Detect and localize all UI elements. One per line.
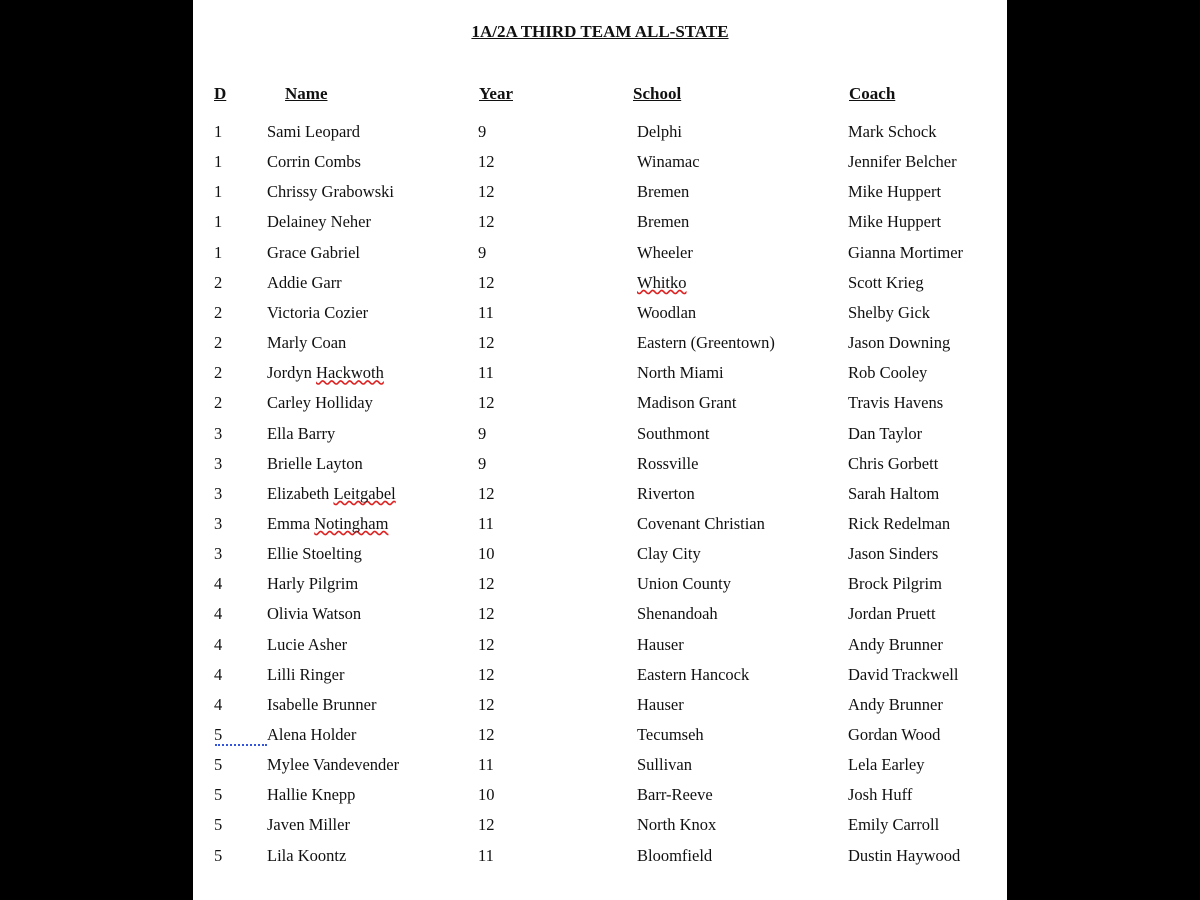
cell-year: 12 <box>478 333 495 353</box>
cell-school: Barr-Reeve <box>637 785 713 805</box>
cell-school: Woodlan <box>637 302 697 322</box>
cell-name: Lucie Asher <box>267 634 348 654</box>
cell-coach: David Trackwell <box>848 664 959 684</box>
cell-name: Grace Gabriel <box>267 242 360 262</box>
cell-coach: Jason Downing <box>848 333 951 353</box>
cell-d: 1 <box>214 242 223 262</box>
cell-coach: Gianna Mortimer <box>848 242 964 262</box>
cell-school: Bloomfield <box>637 845 713 865</box>
cell-d: 1 <box>214 122 223 141</box>
cell-year: 11 <box>478 513 494 533</box>
cell-name: Olivia Watson <box>267 604 362 624</box>
document-title: 1A/2A THIRD TEAM ALL-STATE <box>471 22 729 41</box>
cell-coach: Rob Cooley <box>848 363 928 383</box>
cell-school: Whitko <box>637 272 687 292</box>
cell-coach: Mike Huppert <box>848 212 942 232</box>
cell-coach: Shelby Gick <box>848 302 931 322</box>
cell-year: 11 <box>478 363 494 383</box>
cell-name: Elizabeth Leitgabel <box>267 483 396 503</box>
table-row <box>193 424 1007 454</box>
cell-school: Hauser <box>637 634 684 654</box>
cell-year: 12 <box>478 815 495 835</box>
cell-name: Sami Leopard <box>267 122 361 141</box>
cell-name: Javen Miller <box>267 815 350 835</box>
cell-year: 12 <box>478 152 495 172</box>
table-row <box>193 454 1007 484</box>
header-name: Name <box>285 84 328 103</box>
table-row <box>193 846 1007 876</box>
cell-name: Harly Pilgrim <box>267 574 359 594</box>
cell-d: 4 <box>214 574 223 594</box>
cell-year: 12 <box>478 694 495 714</box>
cell-d: 4 <box>214 694 223 714</box>
cell-school: Sullivan <box>637 755 693 775</box>
cell-year: 12 <box>478 664 495 684</box>
cell-coach: Josh Huff <box>848 785 913 805</box>
table-row <box>193 665 1007 695</box>
table-row <box>193 695 1007 725</box>
table-row <box>193 604 1007 634</box>
cell-year: 12 <box>478 212 495 232</box>
cell-coach: Chris Gorbett <box>848 453 939 473</box>
cell-school: Winamac <box>637 152 700 172</box>
cell-d: 5 <box>214 815 223 835</box>
cell-school: North Miami <box>637 363 724 383</box>
table-row <box>193 815 1007 845</box>
cell-d: 4 <box>214 664 223 684</box>
cell-year: 12 <box>478 604 495 624</box>
table-row <box>193 182 1007 212</box>
cell-school: Delphi <box>637 122 682 141</box>
cell-school: Madison Grant <box>637 393 737 413</box>
cell-name: Hallie Knepp <box>267 785 356 805</box>
cell-d: 4 <box>214 634 223 654</box>
cell-school: Eastern Hancock <box>637 664 750 684</box>
cell-name: Brielle Layton <box>267 453 363 473</box>
cell-coach: Jason Sinders <box>848 544 939 564</box>
header-coach: Coach <box>849 84 896 103</box>
cell-year: 11 <box>478 302 494 322</box>
cell-year: 10 <box>478 785 495 805</box>
cell-d: 1 <box>214 182 223 202</box>
cell-year: 9 <box>478 122 487 141</box>
header-year: Year <box>479 84 513 103</box>
cell-year: 12 <box>478 725 495 744</box>
table-row <box>193 122 1007 152</box>
cell-school: Covenant Christian <box>637 513 765 533</box>
header-d: D <box>214 84 227 103</box>
cell-name: Lila Koontz <box>267 845 347 865</box>
cell-d: 5 <box>214 755 223 775</box>
table-row <box>193 514 1007 544</box>
cell-name: Carley Holliday <box>267 393 373 413</box>
cell-coach: Brock Pilgrim <box>848 574 942 594</box>
cell-coach: Jennifer Belcher <box>848 152 957 172</box>
table-row <box>193 212 1007 242</box>
cell-coach: Sarah Haltom <box>848 483 940 503</box>
cell-name: Isabelle Brunner <box>267 694 377 714</box>
cell-coach: Lela Earley <box>848 755 925 775</box>
cell-d: 5 <box>214 725 223 744</box>
cell-d: 5 <box>214 785 223 805</box>
cell-d: 1 <box>214 212 223 232</box>
table-row <box>193 755 1007 785</box>
cell-school: Clay City <box>637 544 701 564</box>
cell-name: Victoria Cozier <box>267 302 369 322</box>
cell-school: North Knox <box>637 815 717 835</box>
cell-d: 3 <box>214 544 223 564</box>
table-row <box>193 785 1007 815</box>
cell-year: 12 <box>478 182 495 202</box>
cell-year: 9 <box>478 453 487 473</box>
cell-coach: Mike Huppert <box>848 182 942 202</box>
cell-year: 12 <box>478 634 495 654</box>
cell-d: 1 <box>214 152 223 172</box>
table-row <box>193 273 1007 303</box>
cell-year: 11 <box>478 845 494 865</box>
cell-school: Southmont <box>637 423 710 443</box>
table-row <box>193 544 1007 574</box>
cell-year: 12 <box>478 483 495 503</box>
cell-name: Corrin Combs <box>267 152 361 172</box>
cell-coach: Mark Schock <box>848 122 937 141</box>
cell-coach: Andy Brunner <box>848 634 943 654</box>
cell-school: Bremen <box>637 182 690 202</box>
header-school: School <box>633 84 682 103</box>
cell-year: 11 <box>478 755 494 775</box>
cell-year: 12 <box>478 393 495 413</box>
cell-name: Ella Barry <box>267 423 336 443</box>
cell-year: 9 <box>478 242 487 262</box>
cell-year: 12 <box>478 272 495 292</box>
cell-name: Jordyn Hackwoth <box>267 363 384 383</box>
cell-school: Eastern (Greentown) <box>637 333 775 353</box>
table-row <box>193 152 1007 182</box>
cell-year: 10 <box>478 544 495 564</box>
cell-d: 5 <box>214 845 223 865</box>
cell-d: 3 <box>214 483 223 503</box>
cell-year: 12 <box>478 574 495 594</box>
cell-name: Marly Coan <box>267 333 347 353</box>
cell-year: 9 <box>478 423 487 443</box>
cell-coach: Rick Redelman <box>848 513 951 533</box>
cell-school: Hauser <box>637 694 684 714</box>
cell-d: 3 <box>214 513 223 533</box>
cell-d: 2 <box>214 363 223 383</box>
table-row <box>193 303 1007 333</box>
cell-coach: Andy Brunner <box>848 694 943 714</box>
table-row <box>193 484 1007 514</box>
cell-name: Ellie Stoelting <box>267 544 362 564</box>
cell-school: Wheeler <box>637 242 693 262</box>
cell-name: Chrissy Grabowski <box>267 182 394 202</box>
table-row <box>193 393 1007 423</box>
cell-d: 2 <box>214 333 223 353</box>
cell-school: Shenandoah <box>637 604 718 624</box>
cell-d: 2 <box>214 393 223 413</box>
cell-name: Addie Garr <box>267 272 342 292</box>
cell-coach: Dan Taylor <box>848 423 923 443</box>
cell-d: 3 <box>214 423 223 443</box>
cell-school: Riverton <box>637 483 695 503</box>
cell-d: 2 <box>214 272 223 292</box>
cell-school: Rossville <box>637 453 699 473</box>
cell-name: Alena Holder <box>267 725 357 744</box>
cell-name: Lilli Ringer <box>267 664 345 684</box>
table-row <box>193 635 1007 665</box>
table-row <box>193 725 1007 755</box>
cell-coach: Scott Krieg <box>848 272 924 292</box>
cell-coach: Jordan Pruett <box>848 604 936 624</box>
cell-d: 3 <box>214 453 223 473</box>
cell-d: 4 <box>214 604 223 624</box>
cell-name: Mylee Vandevender <box>267 755 400 775</box>
cell-name: Delainey Neher <box>267 212 371 232</box>
table-row <box>193 574 1007 604</box>
cell-school: Bremen <box>637 212 690 232</box>
table-row <box>193 333 1007 363</box>
table-row <box>193 243 1007 273</box>
grammar-marker <box>215 741 267 746</box>
cell-school: Union County <box>637 574 731 594</box>
cell-coach: Gordan Wood <box>848 725 941 744</box>
cell-coach: Dustin Haywood <box>848 845 961 865</box>
table-row <box>193 363 1007 393</box>
cell-d: 2 <box>214 302 223 322</box>
document-page <box>193 0 1007 900</box>
cell-name: Emma Notingham <box>267 513 389 533</box>
cell-coach: Emily Carroll <box>848 815 940 835</box>
cell-coach: Travis Havens <box>848 393 944 413</box>
cell-school: Tecumseh <box>637 725 704 744</box>
